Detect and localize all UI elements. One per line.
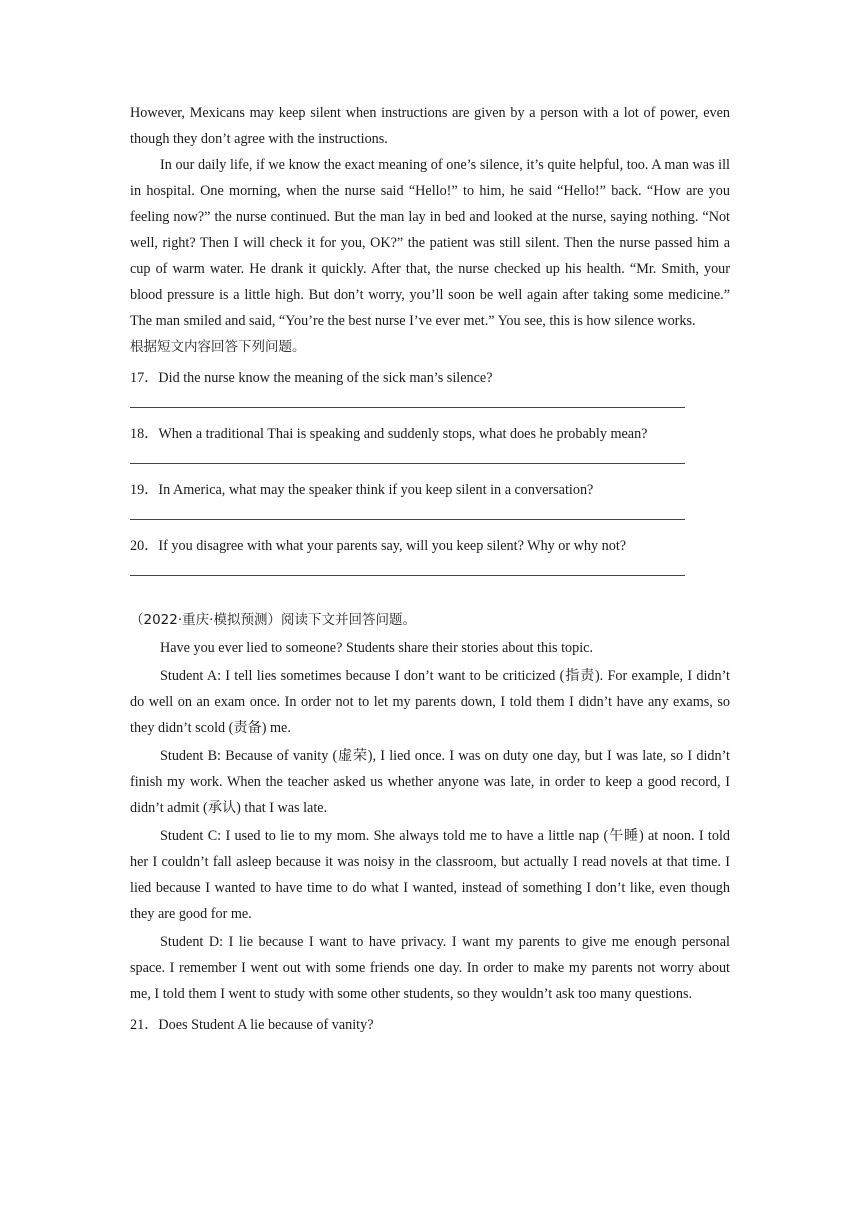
- question-21: [130, 1012, 730, 1038]
- student-a-paragraph: Student A: I tell lies sometimes because I don’t want to be criticized (指责). For example, I didn’t do well on an exam once. In order not to let my parents down, I told them I didn’t have any exams, so they didn’t scold (责备) me.: [130, 668, 730, 736]
- passage-paragraph: In our daily life, if we know the exact meaning of one’s silence, it’s quite helpful, too. A man was ill in hospital. One morning, when the nurse said “Hello!” to him, he said “Hello!” back. “How are you feeling now?” the nurse continued. But the man lay in bed and looked at the nurse, saying nothing. “Not well, right? Then I will check it for you, OK?” the patient was still silent. Then the nurse passed him a cup of warm water. He drank it quickly. After that, the nurse checked up his health. “Mr. Smith, your blood pressure is a little high. But don’t worry, you’ll soon be well again after taking some medicine.” The man smiled and said, “You’re the best nurse I’ve ever met.” You see, this is how silence works.: [130, 157, 730, 329]
- question-text: Does Student A lie because of vanity?: [158, 1017, 374, 1033]
- instruction-text: 根据短文内容回答下列问题。: [130, 339, 306, 355]
- question-text: Did the nurse know the meaning of the sick man’s silence?: [158, 370, 493, 386]
- question-number: 19．: [130, 482, 159, 498]
- question-19: [130, 477, 730, 503]
- question-17: [130, 365, 730, 391]
- answer-line-17[interactable]: [130, 407, 685, 408]
- document-page: [130, 100, 730, 1038]
- passage-intro: Have you ever lied to someone? Students share their stories about this topic.: [160, 640, 594, 656]
- question-18: [130, 421, 730, 447]
- question-20: [130, 533, 730, 559]
- answer-line-20[interactable]: [130, 575, 685, 576]
- question-number: 21．: [130, 1017, 159, 1033]
- passage-paragraph: However, Mexicans may keep silent when instructions are given by a person with a lot of power, even though they don’t agree with the instructions.: [130, 105, 730, 147]
- source-label: （2022·重庆·模拟预测）阅读下文并回答问题。: [130, 612, 416, 628]
- student-d-paragraph: Student D: I lie because I want to have privacy. I want my parents to give me enough personal space. I remember I went out with some friends one day. In order to make my parents not worry about me, I told them I went to study with some other students, so they wouldn’t ask too many questions.: [130, 934, 730, 1002]
- question-number: 17．: [130, 370, 159, 386]
- question-text: When a traditional Thai is speaking and suddenly stops, what does he probably mean?: [158, 426, 648, 442]
- question-number: 18．: [130, 426, 159, 442]
- answer-line-19[interactable]: [130, 519, 685, 520]
- question-text: If you disagree with what your parents say, will you keep silent? Why or why not?: [158, 538, 627, 554]
- question-text: In America, what may the speaker think if you keep silent in a conversation?: [158, 482, 594, 498]
- student-c-paragraph: Student C: I used to lie to my mom. She always told me to have a little nap (午睡) at noon. I told her I couldn’t fall asleep because it was noisy in the classroom, but actually I read novels at that time. I lied because I wanted to have time to do what I wanted, instead of something I don’t like, even though they are good for me.: [130, 828, 730, 922]
- question-number: 20．: [130, 538, 159, 554]
- student-b-paragraph: Student B: Because of vanity (虚荣), I lied once. I was on duty one day, but I was late, so I didn’t finish my work. When the teacher asked us whether anyone was late, in order to keep a good record, I didn’t admit (承认) that I was late.: [130, 748, 730, 816]
- answer-line-18[interactable]: [130, 463, 685, 464]
